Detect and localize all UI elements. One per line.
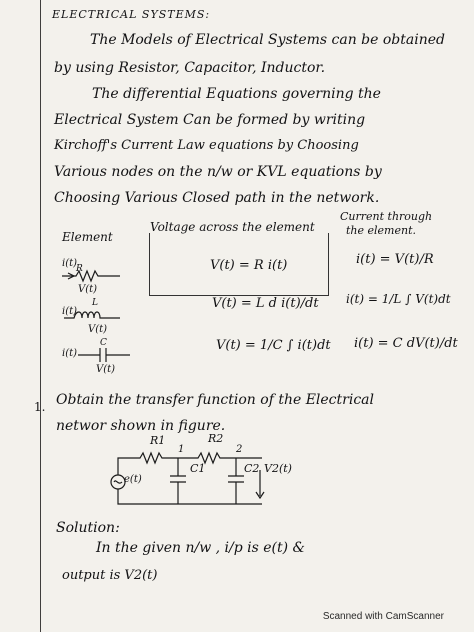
header-current-1: Current through: [340, 210, 433, 223]
circuit-c1-label: C1: [190, 462, 206, 475]
para2-line1: The differential Equations governing the: [92, 86, 381, 102]
row1-element-name: R: [76, 264, 83, 274]
row2-voltage-label: V(t): [88, 324, 108, 335]
para2-line3: Kirchoff's Current Law equations by Choosing: [54, 138, 359, 153]
row3-voltage-label: V(t): [96, 364, 116, 375]
row3-current-eq: i(t) = C dV(t)/dt: [354, 336, 458, 351]
circuit-r2-label: R2: [208, 432, 224, 445]
row1-voltage-eq: V(t) = R i(t): [210, 258, 288, 273]
row3-element-name: C: [100, 338, 107, 348]
row2-current-label: i(t): [62, 306, 78, 317]
circuit-source-label: e(t): [124, 474, 142, 485]
row2-element-name: L: [92, 298, 98, 308]
circuit-c2-label: C2: [244, 462, 260, 475]
circuit-diagram: [112, 446, 312, 526]
row1-current-label: i(t): [62, 258, 78, 269]
page-title: ELECTRICAL SYSTEMS:: [52, 8, 211, 21]
para2-line2: Electrical System Can be formed by writing: [54, 112, 366, 128]
margin-line: [40, 0, 41, 632]
row3-current-label: i(t): [62, 348, 78, 359]
resistor-symbol-icon: [62, 268, 122, 284]
solution-label: Solution:: [56, 520, 120, 536]
capacitor-symbol-icon: [78, 346, 134, 364]
scanner-watermark: Scanned with CamScanner: [322, 611, 444, 622]
row2-current-eq: i(t) = 1/L ∫ V(t)dt: [346, 292, 451, 306]
circuit-node1-label: 1: [178, 444, 185, 455]
para1-line1: The Models of Electrical Systems can be obtained: [90, 32, 445, 48]
para2-line5: Choosing Various Closed path in the network.: [54, 190, 380, 206]
question-number: 1.: [34, 400, 46, 414]
circuit-r1-label: R1: [150, 434, 166, 447]
circuit-output-label: V2(t): [264, 462, 292, 475]
header-voltage: Voltage across the element: [150, 220, 315, 234]
header-element: Element: [62, 230, 113, 244]
row3-voltage-eq: V(t) = 1/C ∫ i(t)dt: [216, 338, 331, 353]
circuit-node2-label: 2: [236, 444, 243, 455]
solution-line2: output is V2(t): [62, 568, 158, 583]
question-line1: Obtain the transfer function of the Electrical: [56, 392, 374, 408]
header-current-2: the element.: [346, 224, 416, 237]
para1-line2: by using Resistor, Capacitor, Inductor.: [54, 60, 326, 76]
row1-current-eq: i(t) = V(t)/R: [356, 252, 434, 267]
row2-voltage-eq: V(t) = L d i(t)/dt: [212, 296, 319, 311]
question-line2: networ shown in figure.: [56, 418, 226, 434]
row1-voltage-label: V(t): [78, 284, 98, 295]
solution-line1: In the given n/w , i/p is e(t) &: [96, 540, 306, 556]
para2-line4: Various nodes on the n/w or KVL equations by: [54, 164, 382, 180]
